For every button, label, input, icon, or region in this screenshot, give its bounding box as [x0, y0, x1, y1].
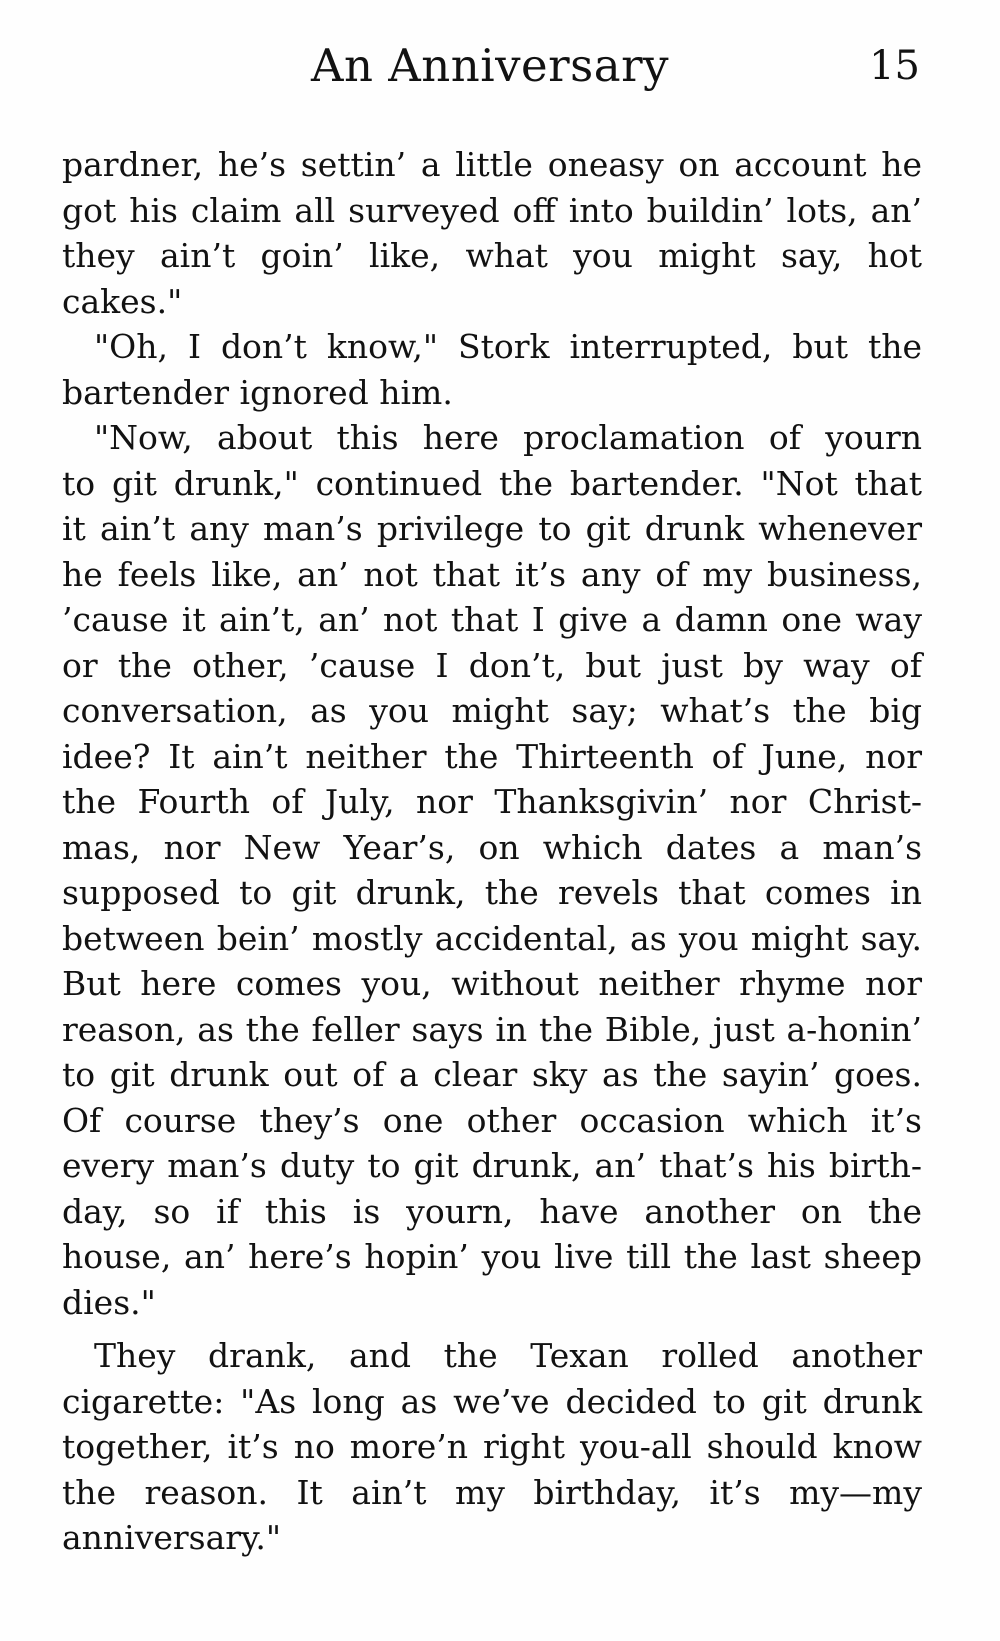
page-number: 15 — [869, 43, 920, 89]
running-title: An Anniversary — [310, 39, 670, 92]
text-line: cigarette: "As long as we’ve decided to git drunk — [62, 1381, 922, 1421]
text-line: to git drunk out of a clear sky as the sayin’ goes. — [62, 1055, 922, 1094]
text-line: they ain’t goin’ like, what you might say, hot — [62, 236, 922, 275]
text-line: bartender ignored him. — [62, 372, 453, 412]
text-line: the Fourth of July, nor Thanksgivin’ nor Christ- — [62, 782, 922, 821]
text-line: or the other, ’cause I don’t, but just by way of — [62, 645, 922, 685]
text-line: between bein’ mostly accidental, as you might say. — [62, 918, 922, 958]
text-line: conversation, as you might say; what’s the big — [62, 691, 922, 730]
text-line: it ain’t any man’s privilege to git drunk whenever — [62, 509, 922, 548]
text-line: he feels like, an’ not that it’s any of my business, — [62, 554, 922, 594]
text-line: to git drunk," continued the bartender. "Not that — [62, 463, 922, 503]
text-line: reason, as the feller says in the Bible, just a-honin’ — [62, 1009, 922, 1049]
text-line: anniversary." — [62, 1518, 281, 1557]
text-line: the reason. It ain’t my birthday, it’s my—my — [62, 1472, 922, 1512]
text-line: house, an’ here’s hopin’ you live till the last sheep — [62, 1237, 922, 1276]
paragraph — [62, 142, 922, 324]
paragraph-gap — [62, 1325, 922, 1333]
running-head — [60, 36, 920, 96]
text-line: "Now, about this here proclamation of yourn — [94, 418, 922, 457]
text-line: together, it’s no more’n right you-all should know — [62, 1427, 922, 1466]
text-line: got his claim all surveyed off into buildin’ lots, an’ — [62, 190, 922, 230]
text-line: day, so if this is yourn, have another on the — [62, 1191, 922, 1231]
text-line: They drank, and the Texan rolled another — [94, 1336, 922, 1375]
paragraph — [62, 1333, 922, 1561]
text-line: cakes." — [62, 281, 183, 321]
text-line: idee? It ain’t neither the Thirteenth of June, nor — [62, 736, 922, 776]
body-text — [62, 142, 922, 1561]
text-line: But here comes you, without neither rhyme nor — [62, 964, 922, 1003]
text-line: every man’s duty to git drunk, an’ that’s his birth- — [62, 1146, 922, 1185]
paragraph — [62, 415, 922, 1325]
paragraph — [62, 324, 922, 415]
text-line: pardner, he’s settin’ a little oneasy on account he — [62, 145, 922, 184]
text-line: Of course they’s one other occasion which it’s — [62, 1100, 922, 1140]
text-line: dies." — [62, 1282, 156, 1322]
text-line: "Oh, I don’t know," Stork interrupted, but the — [94, 327, 922, 366]
text-line: supposed to git drunk, the revels that comes in — [62, 873, 922, 912]
text-line: ’cause it ain’t, an’ not that I give a damn one way — [62, 600, 922, 639]
text-line: mas, nor New Year’s, on which dates a man’s — [62, 827, 922, 867]
